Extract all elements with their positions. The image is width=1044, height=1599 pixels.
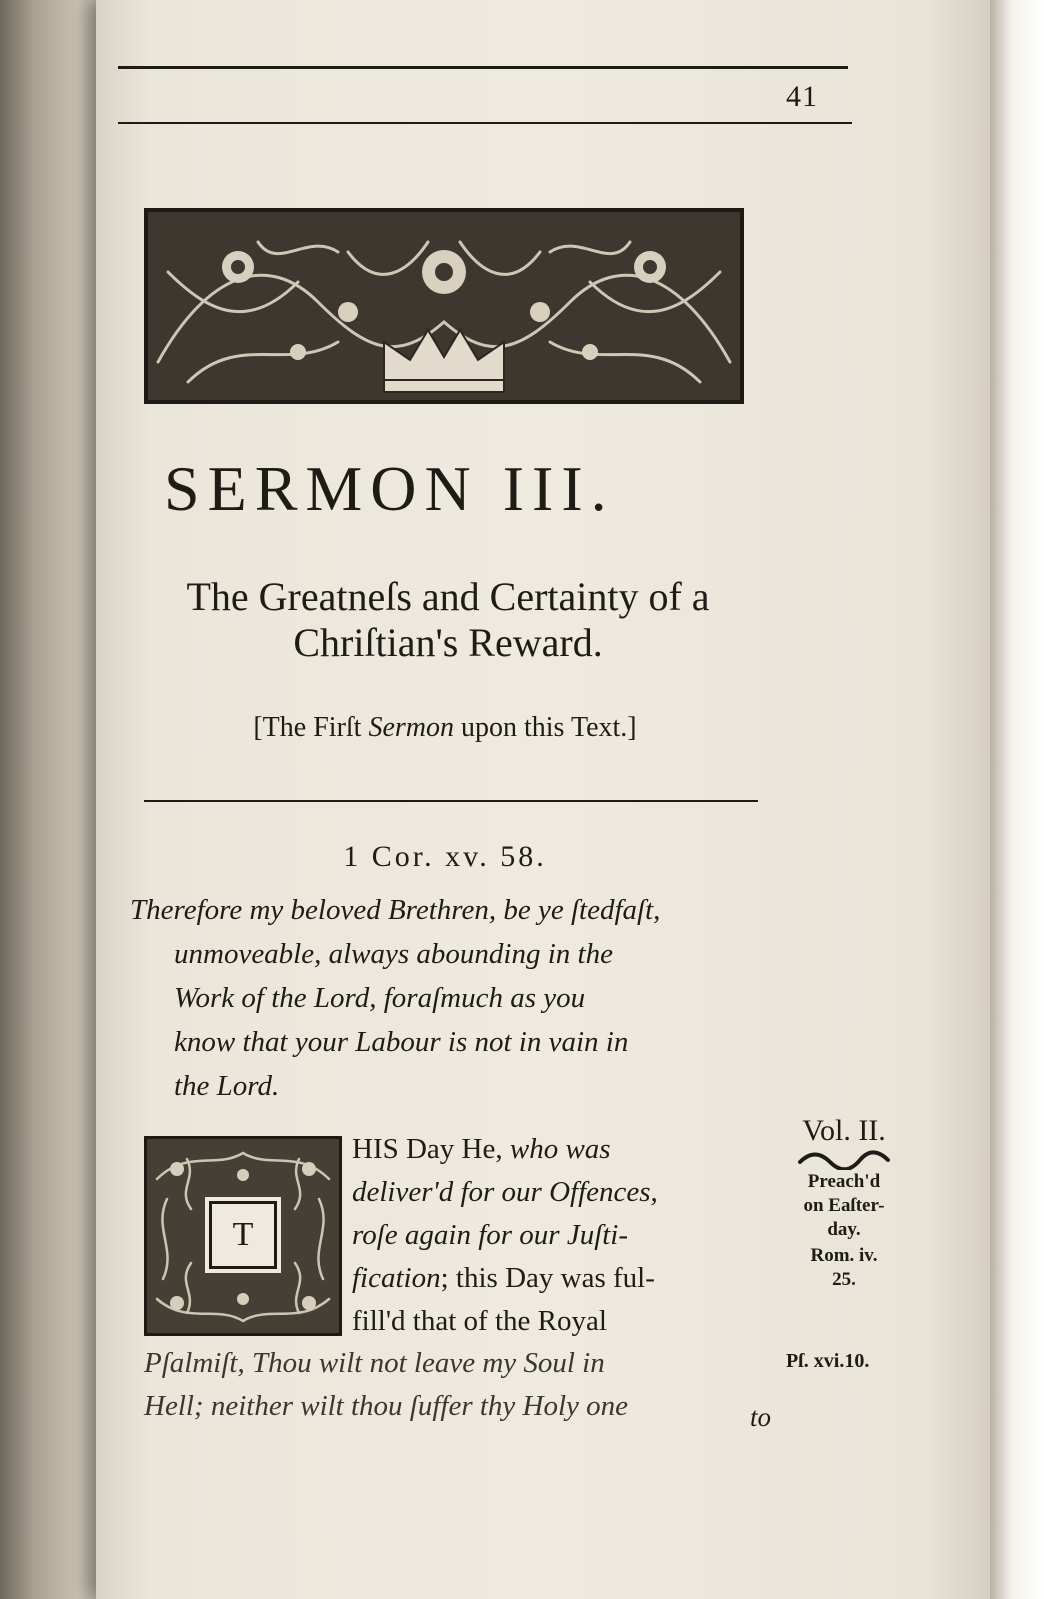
drop-cap-letter: T <box>209 1201 277 1269</box>
sermon-title <box>118 574 778 666</box>
body-line: roſe again for our Juſti- <box>352 1219 629 1251</box>
title-line: The Greatneſs and Certainty of a <box>186 574 710 619</box>
ornamental-headpiece <box>144 208 744 404</box>
sermon-subtitle <box>150 712 740 744</box>
body-line: HIS Day He, who was <box>352 1133 611 1165</box>
subtitle-italic: Sermon <box>368 712 454 743</box>
scripture-line: unmoveable, always abounding in the <box>174 938 613 970</box>
romans-reference: Rom. iv. 25. <box>810 1245 878 1290</box>
psalm-reference: Pſ. xvi.10. <box>786 1350 870 1372</box>
sermon-body-continued <box>144 1342 784 1428</box>
header-rule <box>118 122 852 124</box>
scripture-line: know that your Labour is not in vain in <box>174 1026 629 1058</box>
body-line: fill'd that of the Royal <box>352 1305 607 1337</box>
scripture-line: the Lord. <box>174 1070 280 1102</box>
scripture-text <box>130 888 790 1108</box>
scripture-reference: 1 Cor. xv. 58. <box>343 840 547 873</box>
body-line: deliver'd for our Offences, <box>352 1176 658 1208</box>
subtitle-open: [The Firſt <box>253 712 369 743</box>
body-italic: who was <box>509 1133 611 1165</box>
body-line: fication; this Day was ful- <box>352 1262 655 1294</box>
preached-note: Preach'd on Eaſter- day. <box>803 1171 885 1240</box>
body-line: Pſalmiſt, Thou wilt not leave my Soul in <box>144 1347 605 1379</box>
swash-ornament-icon <box>796 1150 892 1170</box>
page-number: 41 <box>786 80 818 113</box>
scripture-line: Therefore my beloved Brethren, be ye ſtedfaſt, <box>130 894 661 926</box>
section-rule <box>144 800 758 802</box>
top-rule <box>118 66 848 69</box>
decorated-initial <box>144 1136 342 1336</box>
catchword: to <box>750 1402 772 1432</box>
floral-crown-ornament-icon <box>148 212 740 400</box>
subtitle-close: upon this Text.] <box>454 712 637 743</box>
body-line: Hell; neither wilt thou ſuffer thy Holy one <box>144 1390 629 1422</box>
volume-label: Vol. II. <box>802 1114 886 1147</box>
sermon-body <box>352 1128 782 1343</box>
margin-notes <box>784 1114 904 1292</box>
scripture-line: Work of the Lord, foraſmuch as you <box>174 982 586 1014</box>
sermon-heading: SERMON III. <box>164 453 615 524</box>
title-line: Chriſtian's Reward. <box>293 620 603 665</box>
background-edge <box>990 0 1044 1599</box>
